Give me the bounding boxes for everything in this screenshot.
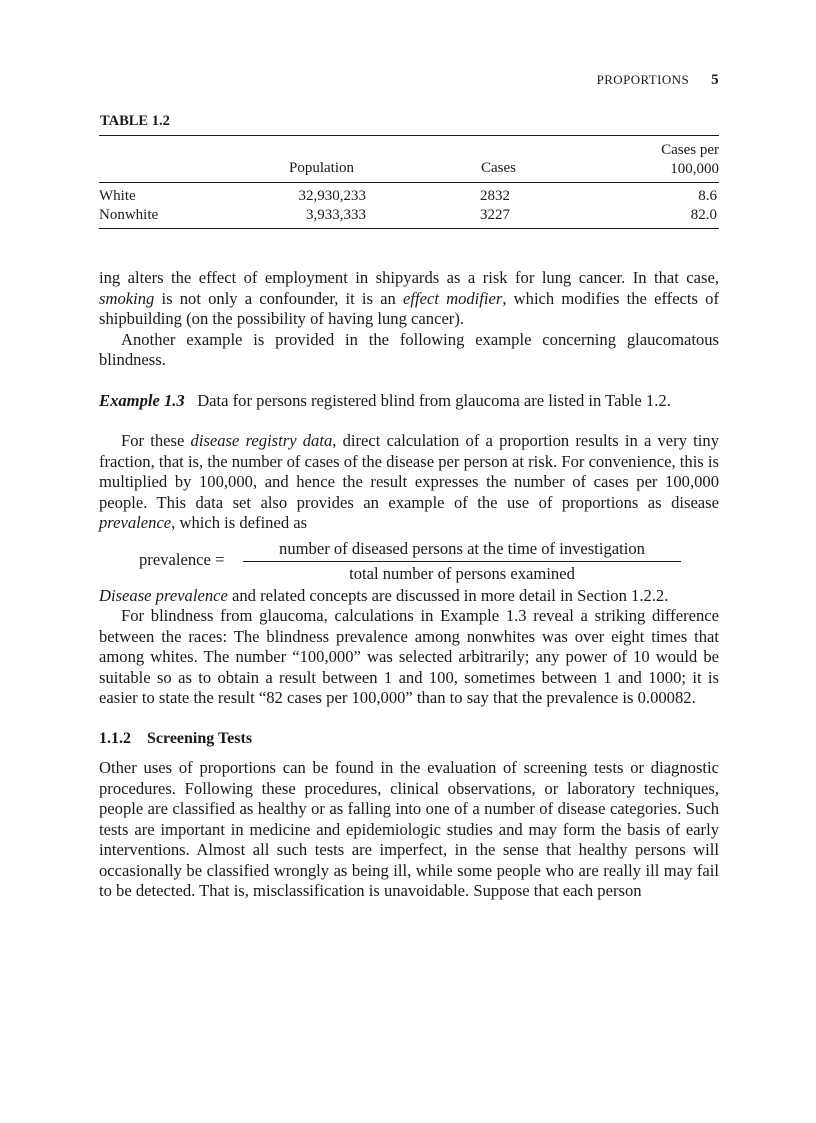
paragraph: Disease prevalence and related concepts are discussed in more detail in Section 1.2.2. xyxy=(99,585,669,605)
table-row xyxy=(99,207,719,226)
col-header-rate-line1: Cases per xyxy=(661,142,719,158)
formula-numerator: number of diseased persons at the time of investigation xyxy=(243,539,681,563)
col-header-population: Population xyxy=(289,160,355,176)
row-label: Nonwhite xyxy=(99,207,159,223)
table-body xyxy=(99,183,719,228)
table-bottom-rule xyxy=(99,228,719,229)
page-number: 5 xyxy=(711,72,719,88)
table-row xyxy=(99,188,719,207)
cell-population: 3,933,333 xyxy=(306,207,366,223)
paragraph: For blindness from glaucoma, calculations in Example 1.3 reveal a striking difference between the races: The blindness prevalence among nonwhites was over eight times that among whites. The number “100,000” was selected arbitrarily; any power of 10 would be suitable so as to obtain a result between 1 and 100, sometimes between 1 and 1000; it is easier to state the result “82 cases per 100,000” than to say that the prevalence is 0.00082. xyxy=(99,606,719,707)
paragraph: Another example is provided in the following example concerning glaucomatous blindness. xyxy=(99,329,719,369)
paragraph: For these disease registry data, direct calculation of a proportion results in a very tiny fraction, that is, the number of cases of the disease per person at risk. For convenience, this is multiplied by 100,000, and hence the result expresses the number of cases per 100,000 people. This data set also provides an example of the use of proportions as disease prevalence, which is defined as xyxy=(99,431,719,532)
col-header-rate-line2: 100,000 xyxy=(670,161,719,177)
running-head xyxy=(597,72,719,89)
cell-rate: 8.6 xyxy=(698,188,717,204)
prevalence-formula xyxy=(99,534,719,586)
section-heading xyxy=(99,729,719,750)
paragraph: ing alters the effect of employment in shipyards as a risk for lung cancer. In that case, smoking is not only a confounder, it is an effect modifier, which modifies the effects of shipbuilding (on the possibility of having lung cancer). xyxy=(99,268,719,328)
emphasis: effect modifier xyxy=(403,288,503,308)
table-header xyxy=(99,136,719,182)
formula-lhs: prevalence = xyxy=(139,549,225,569)
section-number: 1.1.2 xyxy=(99,729,131,747)
emphasis: Disease prevalence xyxy=(99,585,228,605)
example-label: Example 1.3 xyxy=(99,390,185,410)
example-paragraph: Example 1.3 Data for persons registered blind from glaucoma are listed in Table 1.2. xyxy=(99,390,671,410)
cell-cases: 2832 xyxy=(480,188,510,204)
col-header-cases: Cases xyxy=(481,160,516,176)
cell-rate: 82.0 xyxy=(690,207,717,223)
emphasis: disease registry data xyxy=(190,431,333,450)
cell-cases: 3227 xyxy=(480,207,510,223)
emphasis: prevalence xyxy=(99,513,172,532)
row-label: White xyxy=(99,188,136,204)
running-title: PROPORTIONS xyxy=(596,72,690,87)
emphasis: smoking xyxy=(99,288,155,308)
section-title: Screening Tests xyxy=(147,729,253,747)
body-text xyxy=(99,268,719,902)
formula-denominator: total number of persons examined xyxy=(349,564,575,583)
formula-fraction xyxy=(243,539,681,585)
data-table xyxy=(99,135,719,229)
cell-population: 32,930,233 xyxy=(298,188,366,204)
table-caption: TABLE 1.2 xyxy=(100,113,170,129)
paragraph: Other uses of proportions can be found in the evaluation of screening tests or diagnostic procedures. Following these procedures, clinical observations, or laboratory techniques, people are classified as healthy or as falling into one of a number of disease categories. Such tests are important in medicine and epidemiologic studies and may form the basis of early interventions. Almost all such tests are imperfect, in the sense that healthy persons will occasionally be classified wrongly as being ill, while some people who are really ill may fail to be detected. That is, misclassification is unavoidable. Suppose that each person xyxy=(99,758,719,900)
